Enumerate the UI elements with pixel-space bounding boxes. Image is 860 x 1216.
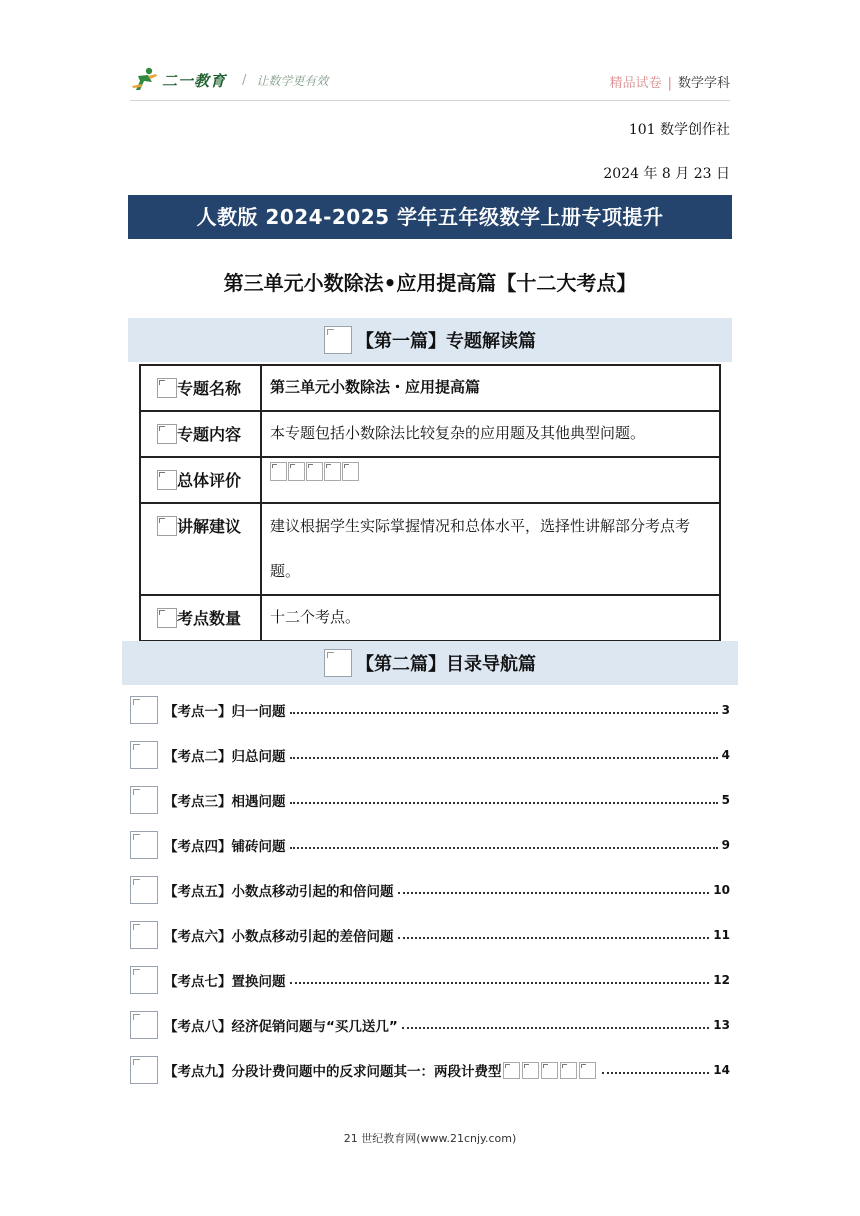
table-row — [140, 411, 720, 457]
toc-title: 【考点二】归总问题 — [164, 749, 286, 765]
toc-page: 4 — [721, 748, 730, 762]
toc-leader — [602, 1072, 710, 1074]
toc-entry[interactable] — [130, 740, 730, 770]
brand-logo — [130, 64, 328, 96]
logo-divider: / — [242, 72, 247, 88]
section-heading-1 — [128, 318, 732, 362]
toc-leader — [398, 937, 710, 939]
image-placeholder-icon — [130, 1011, 158, 1039]
toc-title: 【考点四】铺砖问题 — [164, 839, 286, 855]
toc-title: 【考点七】置换问题 — [164, 974, 286, 990]
header-rule — [130, 100, 730, 101]
toc-page: 9 — [721, 838, 730, 852]
image-placeholder-icon — [130, 1056, 158, 1084]
toc-title: 【考点三】相遇问题 — [164, 794, 286, 810]
rating-star-icon — [342, 462, 359, 481]
info-key-cell — [140, 595, 261, 641]
rating-star-icon — [522, 1062, 539, 1079]
info-value: 第三单元小数除法・应用提高篇 — [270, 378, 481, 396]
toc-page: 10 — [713, 883, 730, 897]
info-value-cell — [261, 365, 720, 411]
image-placeholder-icon — [130, 696, 158, 724]
header-category — [610, 72, 730, 91]
image-placeholder-icon — [157, 470, 177, 490]
image-placeholder-icon — [324, 649, 352, 677]
toc-leader — [402, 1027, 710, 1029]
toc-entry[interactable] — [130, 695, 730, 725]
toc-entry[interactable] — [130, 875, 730, 905]
toc-leader — [290, 712, 718, 714]
toc-leader — [290, 757, 718, 759]
toc-entry[interactable] — [130, 785, 730, 815]
info-value-cell — [261, 595, 720, 641]
toc-page: 11 — [713, 928, 730, 942]
header-divider: | — [667, 76, 672, 91]
difficulty-stars — [503, 1062, 598, 1079]
rating-star-icon — [270, 462, 287, 481]
toc-leader — [398, 892, 710, 894]
info-key: 总体评价 — [177, 471, 242, 490]
toc-entry[interactable] — [130, 1055, 730, 1085]
rating-star-icon — [324, 462, 341, 481]
info-key-cell — [140, 503, 261, 595]
image-placeholder-icon — [130, 786, 158, 814]
info-value: 建议根据学生实际掌握情况和总体水平，选择性讲解部分考点考题。 — [270, 517, 691, 580]
toc-page: 12 — [713, 973, 730, 987]
info-key: 考点数量 — [177, 609, 242, 628]
table-row — [140, 595, 720, 641]
info-key-cell — [140, 411, 261, 457]
toc-title: 【考点六】小数点移动引起的差倍问题 — [164, 929, 394, 945]
toc-title: 【考点五】小数点移动引起的和倍问题 — [164, 884, 394, 900]
image-placeholder-icon — [157, 516, 177, 536]
header-tag-premium: 精品试卷 — [609, 76, 662, 91]
toc-leader — [290, 802, 718, 804]
section-heading-2 — [122, 641, 738, 685]
toc-entry[interactable] — [130, 1010, 730, 1040]
page-subtitle: 第三单元小数除法•应用提高篇【十二大考点】 — [223, 271, 637, 295]
rating-cell — [261, 457, 720, 503]
publish-date: 2024 年 8 月 23 日 — [603, 166, 730, 182]
image-placeholder-icon — [130, 741, 158, 769]
info-key-cell — [140, 365, 261, 411]
topic-info-table — [139, 364, 721, 642]
rating-star-icon — [288, 462, 305, 481]
toc-page: 5 — [721, 793, 730, 807]
rating-star-icon — [503, 1062, 520, 1079]
toc-page: 3 — [721, 703, 730, 717]
image-placeholder-icon — [130, 921, 158, 949]
rating-star-icon — [560, 1062, 577, 1079]
page-header — [130, 64, 730, 96]
rating-star-icon — [306, 462, 323, 481]
image-placeholder-icon — [157, 608, 177, 628]
title-banner: 人教版 2024-2025 学年五年级数学上册专项提升 — [128, 195, 732, 239]
table-row — [140, 503, 720, 595]
toc-entry[interactable] — [130, 920, 730, 950]
toc-entry[interactable] — [130, 965, 730, 995]
image-placeholder-icon — [157, 424, 177, 444]
toc-leader — [290, 982, 710, 984]
section-title: 【第二篇】目录导航篇 — [356, 654, 536, 675]
toc-title: 【考点一】归一问题 — [164, 704, 286, 720]
toc-page: 14 — [713, 1063, 730, 1077]
toc-page: 13 — [713, 1018, 730, 1032]
runner-logo-icon — [130, 66, 160, 94]
info-key: 专题名称 — [177, 379, 242, 398]
info-value: 十二个考点。 — [270, 608, 361, 626]
image-placeholder-icon — [324, 326, 352, 354]
info-value: 本专题包括小数除法比较复杂的应用题及其他典型问题。 — [270, 424, 646, 442]
page-footer: 21 世纪教育网(www.21cnjy.com) — [343, 1132, 517, 1145]
rating-star-icon — [579, 1062, 596, 1079]
info-key: 专题内容 — [177, 425, 242, 444]
info-value-cell — [261, 411, 720, 457]
info-value-cell — [261, 503, 720, 595]
info-key: 讲解建议 — [177, 517, 242, 536]
toc-title: 【考点九】分段计费问题中的反求问题其一：两段计费型 — [164, 1064, 502, 1080]
image-placeholder-icon — [130, 876, 158, 904]
toc-leader — [290, 847, 718, 849]
toc-entry[interactable] — [130, 830, 730, 860]
info-key-cell — [140, 457, 261, 503]
toc-title: 【考点八】经济促销问题与“买几送几” — [164, 1019, 398, 1035]
image-placeholder-icon — [157, 378, 177, 398]
rating-star-icon — [541, 1062, 558, 1079]
brand-name: 二一教育 — [162, 71, 227, 90]
brand-slogan: 让数学更有效 — [256, 73, 329, 88]
table-row — [140, 365, 720, 411]
table-row — [140, 457, 720, 503]
header-tag-subject: 数学学科 — [677, 76, 730, 91]
publisher: 101 数学创作社 — [628, 122, 730, 138]
image-placeholder-icon — [130, 831, 158, 859]
section-title: 【第一篇】专题解读篇 — [356, 331, 536, 352]
image-placeholder-icon — [130, 966, 158, 994]
